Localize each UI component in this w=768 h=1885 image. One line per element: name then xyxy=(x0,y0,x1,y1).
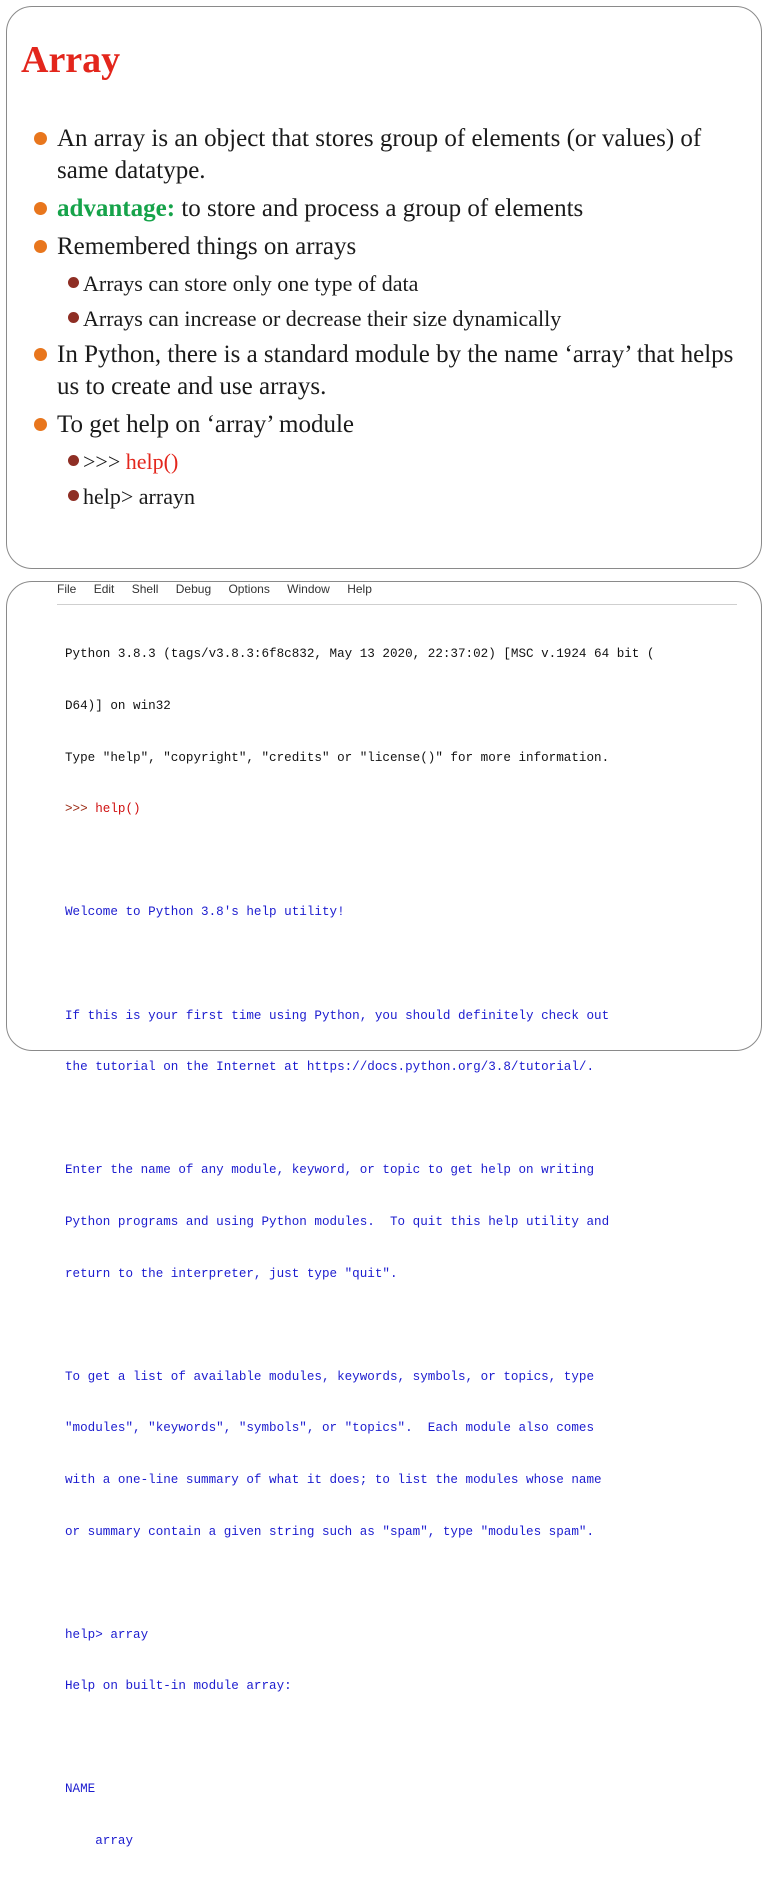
shell-line xyxy=(65,1111,654,1128)
sub-bullet-help-call xyxy=(7,447,763,476)
shell-line: array xyxy=(65,1834,134,1849)
idle-shell-window xyxy=(57,582,737,1849)
slide-idle-screenshot xyxy=(6,581,762,1849)
bullet-text: To get help on ‘array’ module xyxy=(57,411,354,438)
bullet-text: help> arrayn xyxy=(83,484,195,509)
bullet-text: Arrays can increase or decrease their size dynamically xyxy=(83,306,562,331)
shell-line xyxy=(65,1730,654,1747)
shell-line: If this is your first time using Python, you should definitely check out xyxy=(65,1008,610,1023)
slide-array xyxy=(6,6,762,569)
shell-line: D64)] on win32 xyxy=(65,699,171,713)
bullet-dot-icon xyxy=(34,132,47,145)
shell-line: the tutorial on the Internet at https://docs.python.org/3.8/tutorial/. xyxy=(65,1060,595,1075)
shell-line: Enter the name of any module, keyword, or topic to get help on writing xyxy=(65,1163,595,1178)
sub-bullet-help-array xyxy=(7,482,763,511)
menu-edit[interactable]: Edit xyxy=(93,582,115,596)
shell-line: Type "help", "copyright", "credits" or "license()" for more information. xyxy=(65,750,610,765)
menu-file[interactable]: File xyxy=(57,582,77,596)
shell-prompt: >>> xyxy=(65,802,96,817)
bullet-dot-icon xyxy=(34,418,47,431)
menu-help[interactable]: Help xyxy=(347,582,372,596)
menu-bar xyxy=(57,582,737,605)
sub-bullet-dot-icon xyxy=(68,455,79,466)
shell-line: with a one-line summary of what it does; to list the modules whose name xyxy=(65,1472,602,1487)
bullet-remembered xyxy=(7,231,763,263)
slide-title: Array xyxy=(21,39,121,81)
sub-bullet-one-type xyxy=(7,269,763,298)
shell-line: To get a list of available modules, keywords, symbols, or topics, type xyxy=(65,1369,595,1384)
bullet-definition xyxy=(7,123,763,187)
bullet-text: An array is an object that stores group of elements (or values) of same datatype. xyxy=(57,125,702,184)
help-call-code: help() xyxy=(125,449,179,474)
bullet-standard-module xyxy=(7,339,763,403)
menu-debug[interactable]: Debug xyxy=(175,582,212,596)
shell-line: Welcome to Python 3.8's help utility! xyxy=(65,905,345,920)
prompt-prefix: >>> xyxy=(83,449,126,474)
shell-line: or summary contain a given string such as "spam", type "modules spam". xyxy=(65,1524,595,1539)
shell-prompt-line xyxy=(65,801,654,818)
shell-line: Python 3.8.3 (tags/v3.8.3:6f8c832, May 13 2020, 22:37:02) [MSC v.1924 64 bit ( xyxy=(65,647,655,662)
bullet-text: Remembered things on arrays xyxy=(57,233,357,260)
advantage-label: advantage: xyxy=(57,195,176,222)
bullet-dot-icon xyxy=(34,348,47,361)
menu-shell[interactable]: Shell xyxy=(131,582,159,596)
shell-line: NAME xyxy=(65,1782,96,1797)
sub-bullet-dot-icon xyxy=(68,277,79,288)
bullet-text: Arrays can store only one type of data xyxy=(83,271,419,296)
shell-line: Help on built-in module array: xyxy=(65,1679,292,1694)
bullet-text: to store and process a group of elements xyxy=(175,195,584,222)
shell-line: help> array xyxy=(65,1627,149,1642)
shell-output xyxy=(65,612,654,1885)
sub-bullet-dot-icon xyxy=(68,490,79,501)
shell-line xyxy=(65,1317,654,1334)
menu-window[interactable]: Window xyxy=(287,582,330,596)
bullet-text: In Python, there is a standard module by the name ‘array’ that helps us to create and use arrays. xyxy=(57,341,734,400)
bullet-dot-icon xyxy=(34,240,47,253)
shell-command: help() xyxy=(95,802,141,817)
bullet-dot-icon xyxy=(34,202,47,215)
shell-line: Python programs and using Python modules. To quit this help utility and xyxy=(65,1214,610,1229)
bullet-advantage xyxy=(7,193,763,225)
sub-bullet-dynamic-size xyxy=(7,304,763,333)
sub-bullet-dot-icon xyxy=(68,312,79,323)
bullet-get-help xyxy=(7,409,763,441)
shell-line: "modules", "keywords", "symbols", or "topics". Each module also comes xyxy=(65,1421,595,1436)
menu-options[interactable]: Options xyxy=(228,582,270,596)
bullet-list xyxy=(7,123,763,517)
shell-line xyxy=(65,1575,654,1592)
shell-line xyxy=(65,853,654,870)
shell-line xyxy=(65,956,654,973)
shell-line: return to the interpreter, just type "quit". xyxy=(65,1266,398,1281)
